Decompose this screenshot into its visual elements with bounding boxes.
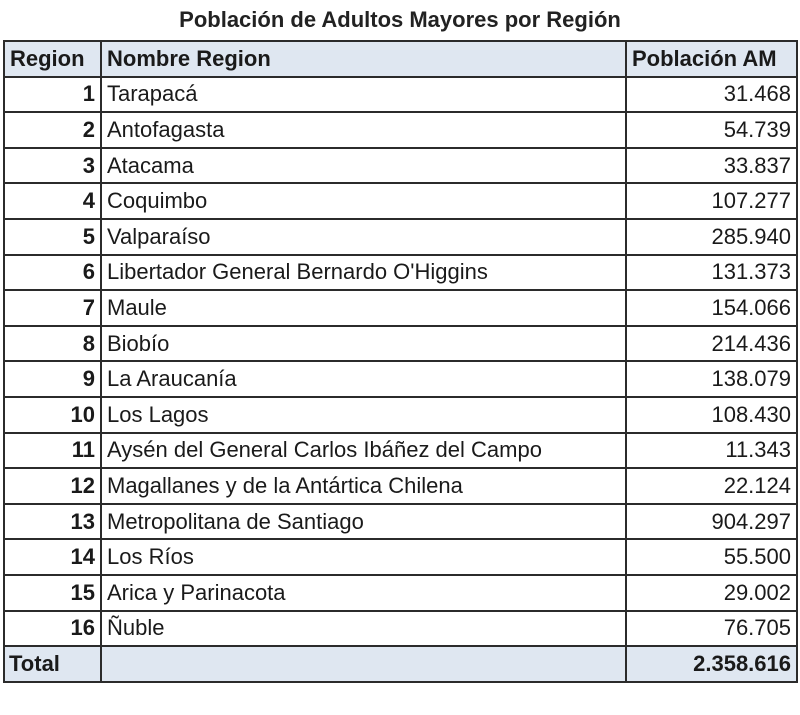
region-number-cell: 3 [4,148,101,184]
table-row [4,611,797,647]
region-number-cell: 6 [4,255,101,291]
region-name-cell: Arica y Parinacota [101,575,626,611]
table-row [4,77,797,113]
table-row [4,433,797,469]
table-title: Población de Adultos Mayores por Región [179,7,621,32]
population-value-cell: 138.079 [626,361,797,397]
population-value-cell: 154.066 [626,290,797,326]
population-value-cell: 54.739 [626,112,797,148]
region-name-cell: Metropolitana de Santiago [101,504,626,540]
table-body [4,77,797,647]
table-row [4,397,797,433]
table-row [4,504,797,540]
total-value: 2.358.616 [626,646,797,682]
region-number-cell: 8 [4,326,101,362]
region-name-cell: Aysén del General Carlos Ibáñez del Campo [101,433,626,469]
region-name-cell: Los Lagos [101,397,626,433]
region-number-cell: 10 [4,397,101,433]
region-name-cell: Antofagasta [101,112,626,148]
total-row [4,646,797,682]
region-number-cell: 12 [4,468,101,504]
population-value-cell: 214.436 [626,326,797,362]
region-name-cell: Biobío [101,326,626,362]
region-column-header: Region [4,41,101,77]
region-number-cell: 4 [4,183,101,219]
population-value-cell: 29.002 [626,575,797,611]
region-number-cell: 15 [4,575,101,611]
population-value-cell: 22.124 [626,468,797,504]
table-row [4,539,797,575]
region-number-cell: 5 [4,219,101,255]
total-label: Total [4,646,101,682]
population-value-cell: 108.430 [626,397,797,433]
region-name-cell: Atacama [101,148,626,184]
population-value-cell: 11.343 [626,433,797,469]
table-row [4,183,797,219]
region-name-cell: Ñuble [101,611,626,647]
population-value-cell: 33.837 [626,148,797,184]
region-number-cell: 2 [4,112,101,148]
region-name-cell: Libertador General Bernardo O'Higgins [101,255,626,291]
table-row [4,575,797,611]
table-row [4,290,797,326]
region-name-cell: Magallanes y de la Antártica Chilena [101,468,626,504]
region-number-cell: 13 [4,504,101,540]
population-value-cell: 107.277 [626,183,797,219]
region-name-cell: Maule [101,290,626,326]
region-name-cell: Los Ríos [101,539,626,575]
header-row [4,41,797,77]
region-number-cell: 16 [4,611,101,647]
table-row [4,219,797,255]
region-number-cell: 14 [4,539,101,575]
region-name-cell: Coquimbo [101,183,626,219]
table-row [4,361,797,397]
table-row [4,255,797,291]
region-number-cell: 9 [4,361,101,397]
table-row [4,112,797,148]
region-name-cell: Valparaíso [101,219,626,255]
population-column-header: Población AM [626,41,797,77]
population-value-cell: 31.468 [626,77,797,113]
name-column-header: Nombre Region [101,41,626,77]
population-table [3,40,798,683]
population-value-cell: 131.373 [626,255,797,291]
region-number-cell: 7 [4,290,101,326]
region-name-cell: La Araucanía [101,361,626,397]
table-row [4,148,797,184]
region-number-cell: 1 [4,77,101,113]
population-value-cell: 76.705 [626,611,797,647]
region-name-cell: Tarapacá [101,77,626,113]
region-number-cell: 11 [4,433,101,469]
population-value-cell: 55.500 [626,539,797,575]
total-empty-cell [101,646,626,682]
table-row [4,326,797,362]
table-row [4,468,797,504]
population-value-cell: 904.297 [626,504,797,540]
population-value-cell: 285.940 [626,219,797,255]
